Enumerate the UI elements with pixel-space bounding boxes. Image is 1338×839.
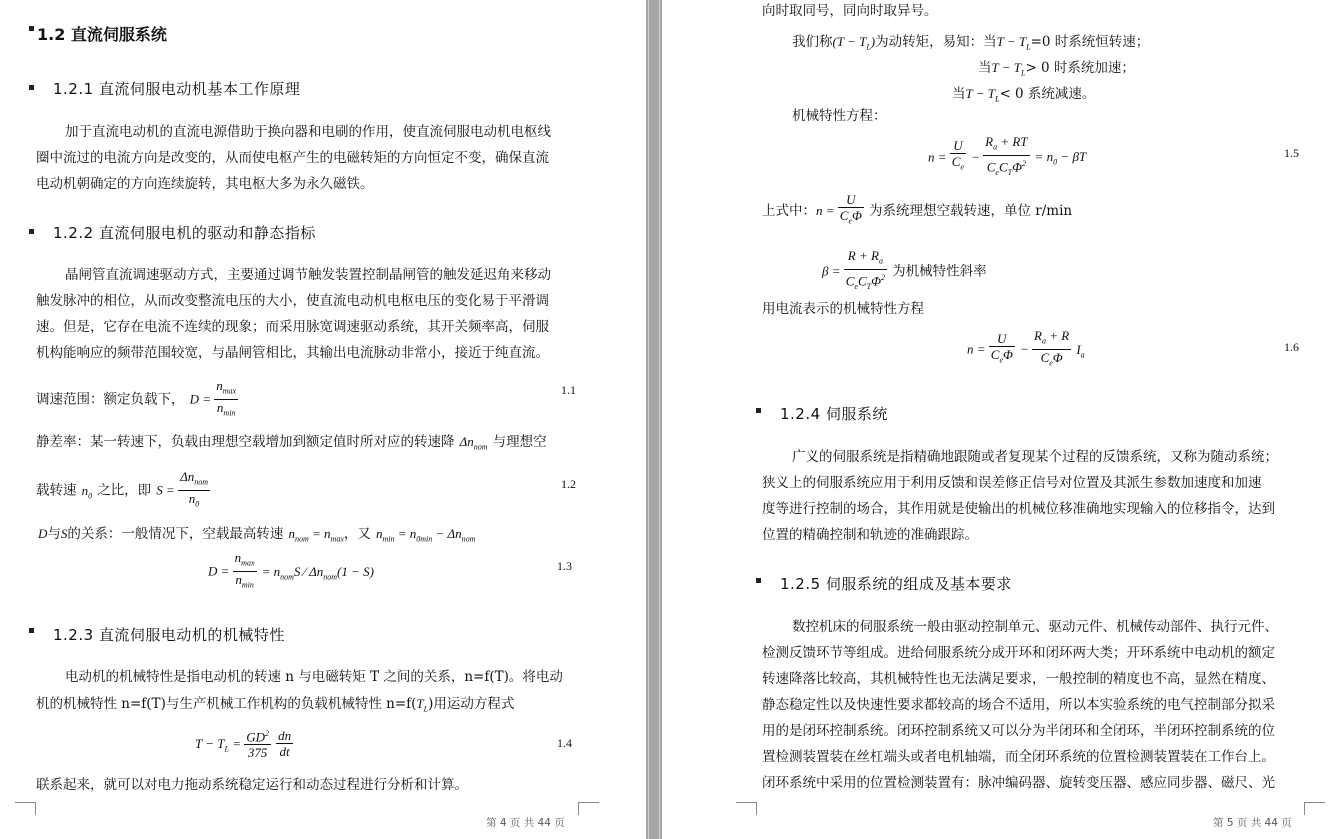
section-heading-1-2-2: 1.2.2 直流伺服电机的驱动和静态指标 xyxy=(53,224,316,242)
paragraph-line: 数控机床的伺服系统一般由驱动控制单元、驱动元件、机械传动部件、执行元件、 xyxy=(792,619,1278,635)
page-gutter xyxy=(646,0,662,839)
paragraph-line: 电动机的机械特性是指电动机的转速 n 与电磁转矩 T 之间的关系，n=f(T)。将电动 xyxy=(65,669,563,685)
paragraph-line: 检测反馈环节等组成。进给伺服系统分成开环和闭环两大类；开环系统中电动机的额定 xyxy=(762,645,1275,661)
paragraph-line: 速。但是，它存在电流不连续的现象；而采用脉宽调速驱动系统，其开关频率高，伺服 xyxy=(36,319,549,335)
paragraph-line: 位置的精确控制和轨迹的准确跟踪。 xyxy=(762,527,978,543)
paragraph-line: 机的机械特性 n=f(T)与生产机械工作机构的负载机械特性 $n=f(T_L)$用运动方程式 xyxy=(36,696,515,714)
equation-1-4: $T - T_L$ = $\frac{GD^2}{375}$ $\frac{dn}{dt}$ xyxy=(195,727,292,761)
equation-1-2: 载转速 $n_0$ 之比，即 S = $\frac{\Delta n_{nom}}{n_0}$ xyxy=(36,469,208,509)
paragraph-line: 转速降落比较高，其机械特性也无法满足要求，一般控制的精度也不高，显然在精度、 xyxy=(762,671,1275,687)
paragraph-line: 广义的伺服系统是指精确地跟随或者复现某个过程的反馈系统，又称为随动系统； xyxy=(792,449,1278,465)
paragraph-line: 我们称$(T - T_L)$为动转矩，易知：当$T - T_L=0$ 时系统恒转速； xyxy=(792,34,1150,52)
equation-number: 1.4 xyxy=(557,736,572,750)
equation-label: 调速范围：额定负载下， xyxy=(36,391,185,408)
paragraph-line: β = $\frac{R + R_a}{C_eC_T\Phi^2}$ 为机械特性斜率 xyxy=(822,248,987,291)
equation-number: 1.1 xyxy=(561,383,576,397)
paragraph-line: 闭环系统中采用的位置检测装置有：脉冲编码器、旋转变压器、感应同步器、磁尺、光 xyxy=(762,775,1275,791)
paragraph-line: 机构能响应的频带范围较宽，与晶闸管相比，其输出电流脉动非常小，接近于纯直流。 xyxy=(36,345,549,361)
paragraph-line: 联系起来，就可以对电力拖动系统稳定运行和动态过程进行分析和计算。 xyxy=(36,777,468,793)
paragraph-line: 电动机朝确定的方向连续旋转，其电枢大多为永久磁铁。 xyxy=(36,176,374,192)
paragraph-line: 狭义上的伺服系统应用于利用反馈和误差修正信号对位置及其派生参数加速度和加速 xyxy=(762,475,1262,491)
margin-corner-mark xyxy=(15,802,36,815)
equation-number: 1.5 xyxy=(1284,146,1299,160)
paragraph-line: 度等进行控制的场合，其作用就是使输出的机械位移准确地实现输入的位移指令，达到 xyxy=(762,501,1275,517)
margin-corner-mark xyxy=(578,802,599,815)
heading-marker xyxy=(29,628,34,633)
margin-corner-mark xyxy=(1304,802,1325,815)
section-heading-1-2-3: 1.2.3 直流伺服电动机的机械特性 xyxy=(53,626,285,644)
paragraph-line: 用的是闭环控制系统。闭环控制系统又可以分为半闭环和全闭环，半闭环控制系统的位 xyxy=(762,723,1275,739)
heading-marker xyxy=(756,408,761,413)
section-heading-1-2-1: 1.2.1 直流伺服电动机基本工作原理 xyxy=(53,80,301,98)
paragraph-line: 用电流表示的机械特性方程 xyxy=(762,301,924,317)
paragraph-line: D与S的关系：一般情况下，空载最高转速 $n_{nom} = n_{max}$，又 $n_{min} = n_{0min} - \Delta n_{nom}$ xyxy=(38,526,476,544)
equation-1-5: n = $\frac{U}{C_e}$ − $\frac{R_a + RT}{C_eC_T\Phi^2}$ = $n_0 - \beta T$ xyxy=(928,134,1087,177)
section-heading-1-2-5: 1.2.5 伺服系统的组成及基本要求 xyxy=(780,575,1012,593)
paragraph-line: 机械特性方程： xyxy=(792,108,887,124)
paragraph-line: 静态稳定性以及快速性要求都较高的场合不适用，所以本实验系统的电气控制部分拟采 xyxy=(762,697,1275,713)
paragraph-line: 置检测装置装在丝杠端头或者电机轴端，而全闭环系统的位置检测装置装在工作台上。 xyxy=(762,749,1275,765)
heading-marker xyxy=(29,26,34,31)
section-heading-1-2: 1.2 直流伺服系统 xyxy=(37,25,167,44)
paragraph-line: 当$T - T_L< 0$ 系统减速。 xyxy=(952,86,1096,104)
equation-number: 1.2 xyxy=(561,477,576,491)
paragraph-line: 触发脉冲的相位，从而改变整流电压的大小，使直流电动机电枢电压的变化易于平滑调 xyxy=(36,293,549,309)
document-page-4 xyxy=(0,0,646,839)
equation-1-6: n = $\frac{U}{C_e\Phi}$ − $\frac{R_a + R}{C_e\Phi}$ $I_a$ xyxy=(967,328,1085,368)
equation-number: 1.6 xyxy=(1284,340,1299,354)
heading-marker xyxy=(756,578,761,583)
equation-1-1: 调速范围：额定负载下， D = $\frac{n_{max}}{n_{min}}$ xyxy=(36,378,237,418)
paragraph-line: 当$T - T_L> 0$ 时系统加速； xyxy=(978,60,1135,78)
paragraph-line: 晶闸管直流调速驱动方式，主要通过调节触发装置控制晶闸管的触发延迟角来移动 xyxy=(65,267,551,283)
section-heading-1-2-4: 1.2.4 伺服系统 xyxy=(780,405,888,423)
equation-1-3: D = $\frac{n_{max}}{n_{min}}$ = $n_{nom}S$ ⁄ $\Delta n_{nom}(1 - S)$ xyxy=(208,550,374,590)
page-footer: 第 5 页 共 44 页 xyxy=(1213,817,1292,829)
heading-marker xyxy=(29,85,34,90)
margin-corner-mark xyxy=(736,802,757,815)
paragraph-line: 圈中流过的电流方向是改变的，从而使电枢产生的电磁转矩的方向恒定不变，确保直流 xyxy=(36,150,549,166)
document-page-5 xyxy=(662,0,1338,839)
heading-marker xyxy=(29,229,34,234)
paragraph-line: 上式中：n = $\frac{U}{C_e\Phi}$ 为系统理想空载转速，单位 r/min xyxy=(762,192,1073,226)
page-footer: 第 4 页 共 44 页 xyxy=(486,817,565,829)
equation-number: 1.3 xyxy=(557,559,572,573)
paragraph-line: 静差率：某一转速下，负载由理想空载增加到额定值时所对应的转速降 $\Delta n_{nom}$ 与理想空 xyxy=(36,434,547,452)
paragraph-line: 加于直流电动机的直流电源借助于换向器和电刷的作用，使直流伺服电动机电枢线 xyxy=(65,124,551,140)
paragraph-line: 向时取同号，同向时取异号。 xyxy=(762,3,938,19)
